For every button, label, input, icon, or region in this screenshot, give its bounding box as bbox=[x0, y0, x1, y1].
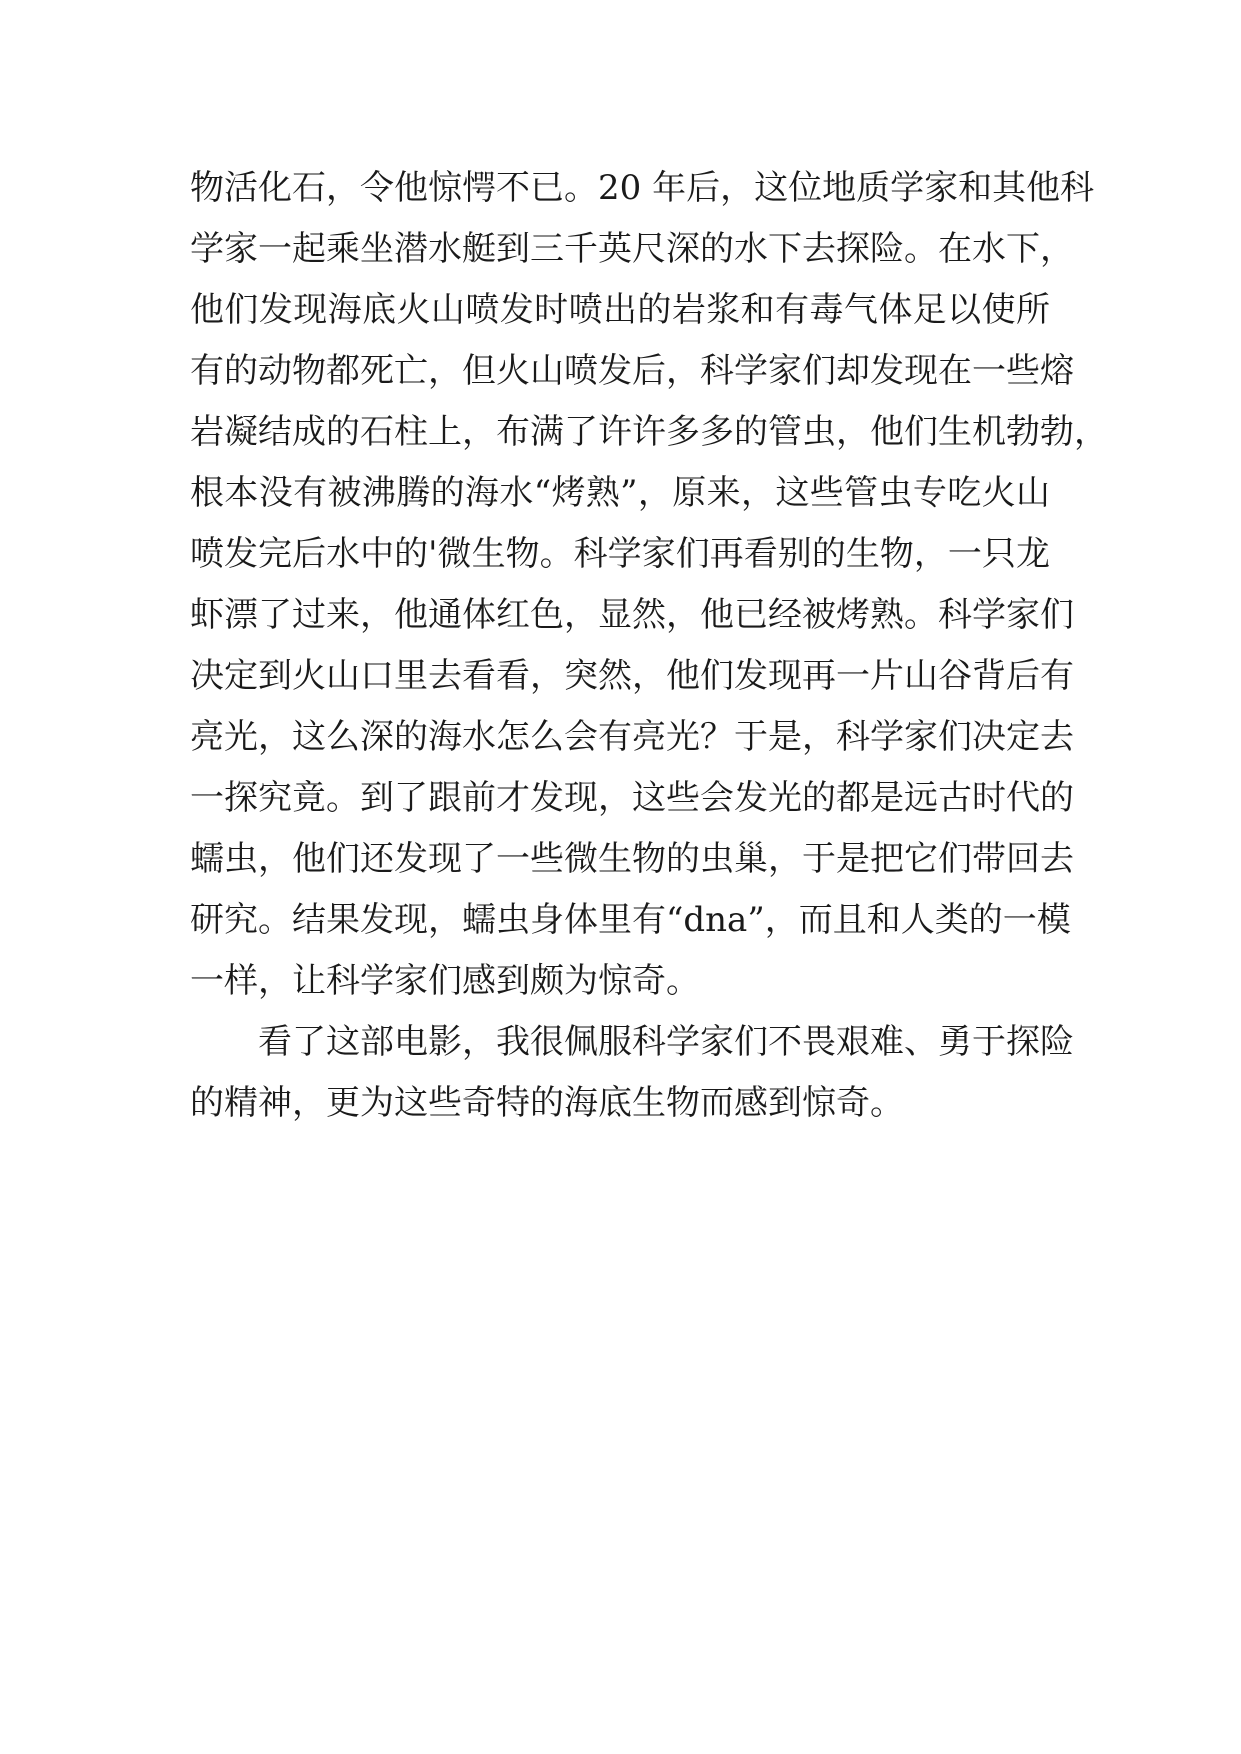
text-line: 研究。结果发现，蠕虫身体里有“dna”，而且和人类的一模 bbox=[190, 900, 1071, 940]
text-line: 物活化石，令他惊愕不已。20 年后，这位地质学家和其他科 bbox=[190, 168, 1095, 208]
text-line: 岩凝结成的石柱上，布满了许许多多的管虫，他们生机勃勃， bbox=[190, 412, 1108, 452]
text-line: 的精神，更为这些奇特的海底生物而感到惊奇。 bbox=[190, 1083, 904, 1123]
paragraph-2 bbox=[190, 1012, 1074, 1134]
text-line: 虾漂了过来，他通体红色，显然，他已经被烤熟。科学家们 bbox=[190, 595, 1074, 635]
text-line: 喷发完后水中的'微生物。科学家们再看别的生物，一只龙 bbox=[190, 534, 1050, 574]
text-line: 看了这部电影，我很佩服科学家们不畏艰难、勇于探险 bbox=[258, 1022, 1074, 1062]
body-text bbox=[190, 158, 1108, 1134]
text-line: 学家一起乘坐潜水艇到三千英尺深的水下去探险。在水下， bbox=[190, 229, 1074, 269]
text-line: 他们发现海底火山喷发时喷出的岩浆和有毒气体足以使所 bbox=[190, 290, 1050, 330]
text-line: 一样，让科学家们感到颇为惊奇。 bbox=[190, 961, 700, 1001]
text-line: 一探究竟。到了跟前才发现，这些会发光的都是远古时代的 bbox=[190, 778, 1074, 818]
text-line: 蠕虫，他们还发现了一些微生物的虫巢，于是把它们带回去 bbox=[190, 839, 1074, 879]
text-line: 亮光，这么深的海水怎么会有亮光？于是，科学家们决定去 bbox=[190, 717, 1074, 757]
text-line: 根本没有被沸腾的海水“烤熟”，原来，这些管虫专吃火山 bbox=[190, 473, 1050, 513]
paragraph-1 bbox=[190, 158, 1108, 1012]
text-line: 决定到火山口里去看看，突然，他们发现再一片山谷背后有 bbox=[190, 656, 1074, 696]
text-line: 有的动物都死亡，但火山喷发后，科学家们却发现在一些熔 bbox=[190, 351, 1074, 391]
